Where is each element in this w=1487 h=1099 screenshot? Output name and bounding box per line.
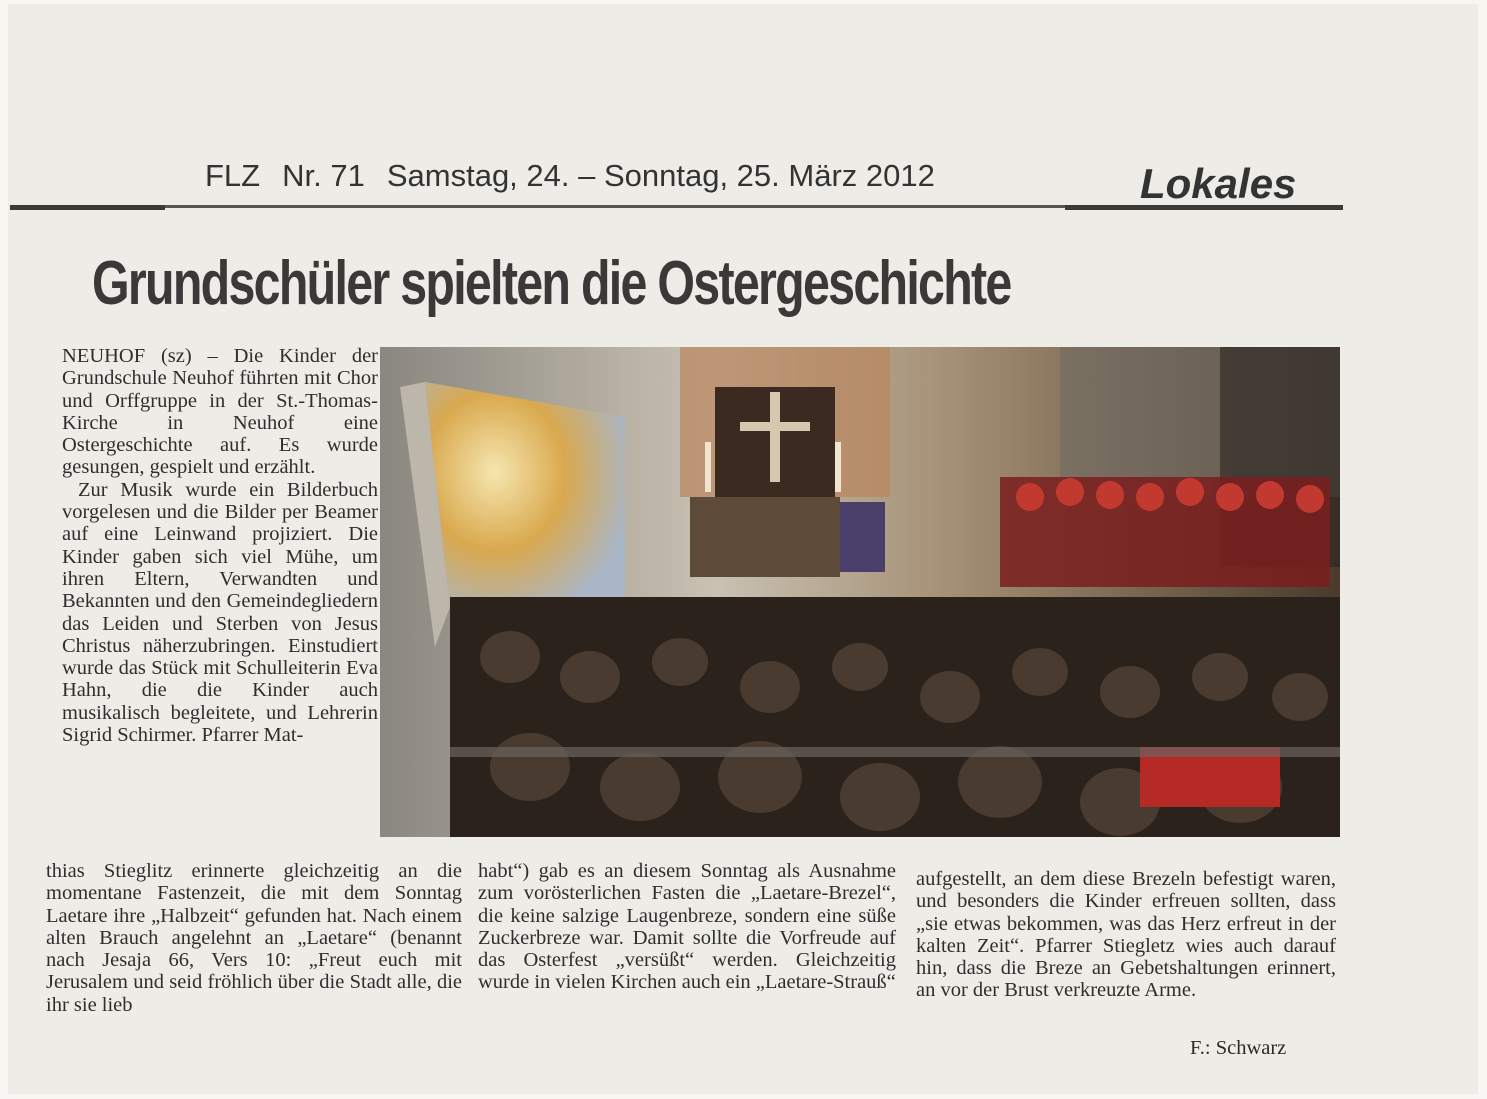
paragraph-1: NEUHOF (sz) – Die Kinder der Grundschule Neuhof führten mit Chor und Orffgruppe in der St.-Thomas-Kirche in Neuhof eine Ostergeschichte auf. Es wurde gesungen, gespielt und erzählt. [62,345,378,479]
article-column-2: habt“) gab es an diesem Sonntag als Ausnahme zum vorösterlichen Fasten die „Laetare-Brezel“, die keine salzige Laugenbreze, sondern eine süße Zuckerbreze war. Damit sollte die Vorfreude auf das Osterfest „versüßt“ werden. Gleichzeitig wurde in vielen Kirchen auch ein „Laetare-Strauß“ [478,860,896,994]
masthead [205,158,957,194]
photo-credit: F.: Schwarz [1190,1037,1287,1059]
issue-number: Nr. 71 [282,158,365,193]
church-performance-photo [380,347,1340,837]
paragraph-2: Zur Musik wurde ein Bilderbuch vorgelesen und die Bilder per Beamer auf eine Leinwand projiziert. Die Kinder gaben sich viel Mühe, um ihren Eltern, Verwandten und Bekannten und den Gemeindegliedern das Leiden und Sterben von Jesus Christus näherzubringen. Einstudiert wurde das Stück mit Schulleiterin Eva Hahn, die die Kinder auch musikalisch begleitete, und Lehrerin Sigrid Schirmer. Pfarrer Mat- [62,478,378,747]
article-photo [380,347,1340,837]
article-headline: Grundschüler spielten die Ostergeschichte [92,249,1011,318]
masthead-rule-left [10,205,165,210]
article-column-3: aufgestellt, an dem diese Brezeln befestigt waren, und besonders die Kinder erfreuen sollten, dass „sie etwas bekommen, was das Herz erfreut in der kalten Zeit“. Pfarrer Stiegletz wies auch darauf hin, dass die Breze an Gebetshaltungen erinnert, an vor der Brust verkreuzte Arme. [916,868,1336,1002]
article-column-1 [62,345,378,746]
section-title: Lokales [1140,160,1297,207]
article-column-1-continued: thias Stieglitz erinnerte gleichzeitig an die momentane Fastenzeit, die mit dem Sonntag Laetare ihre „Halbzeit“ gefunden hat. Nach einem alten Brauch angelehnt an „Laetare“ (benannt nach Jesaja 66, Vers 10: „Freut euch mit Jerusalem und seid fröhlich über die Stadt alle, die ihr sie lieb [46,860,462,1016]
issue-date: Samstag, 24. – Sonntag, 25. März 2012 [386,158,935,193]
masthead-rule-center [165,205,1065,208]
paper-name: FLZ [205,158,261,193]
